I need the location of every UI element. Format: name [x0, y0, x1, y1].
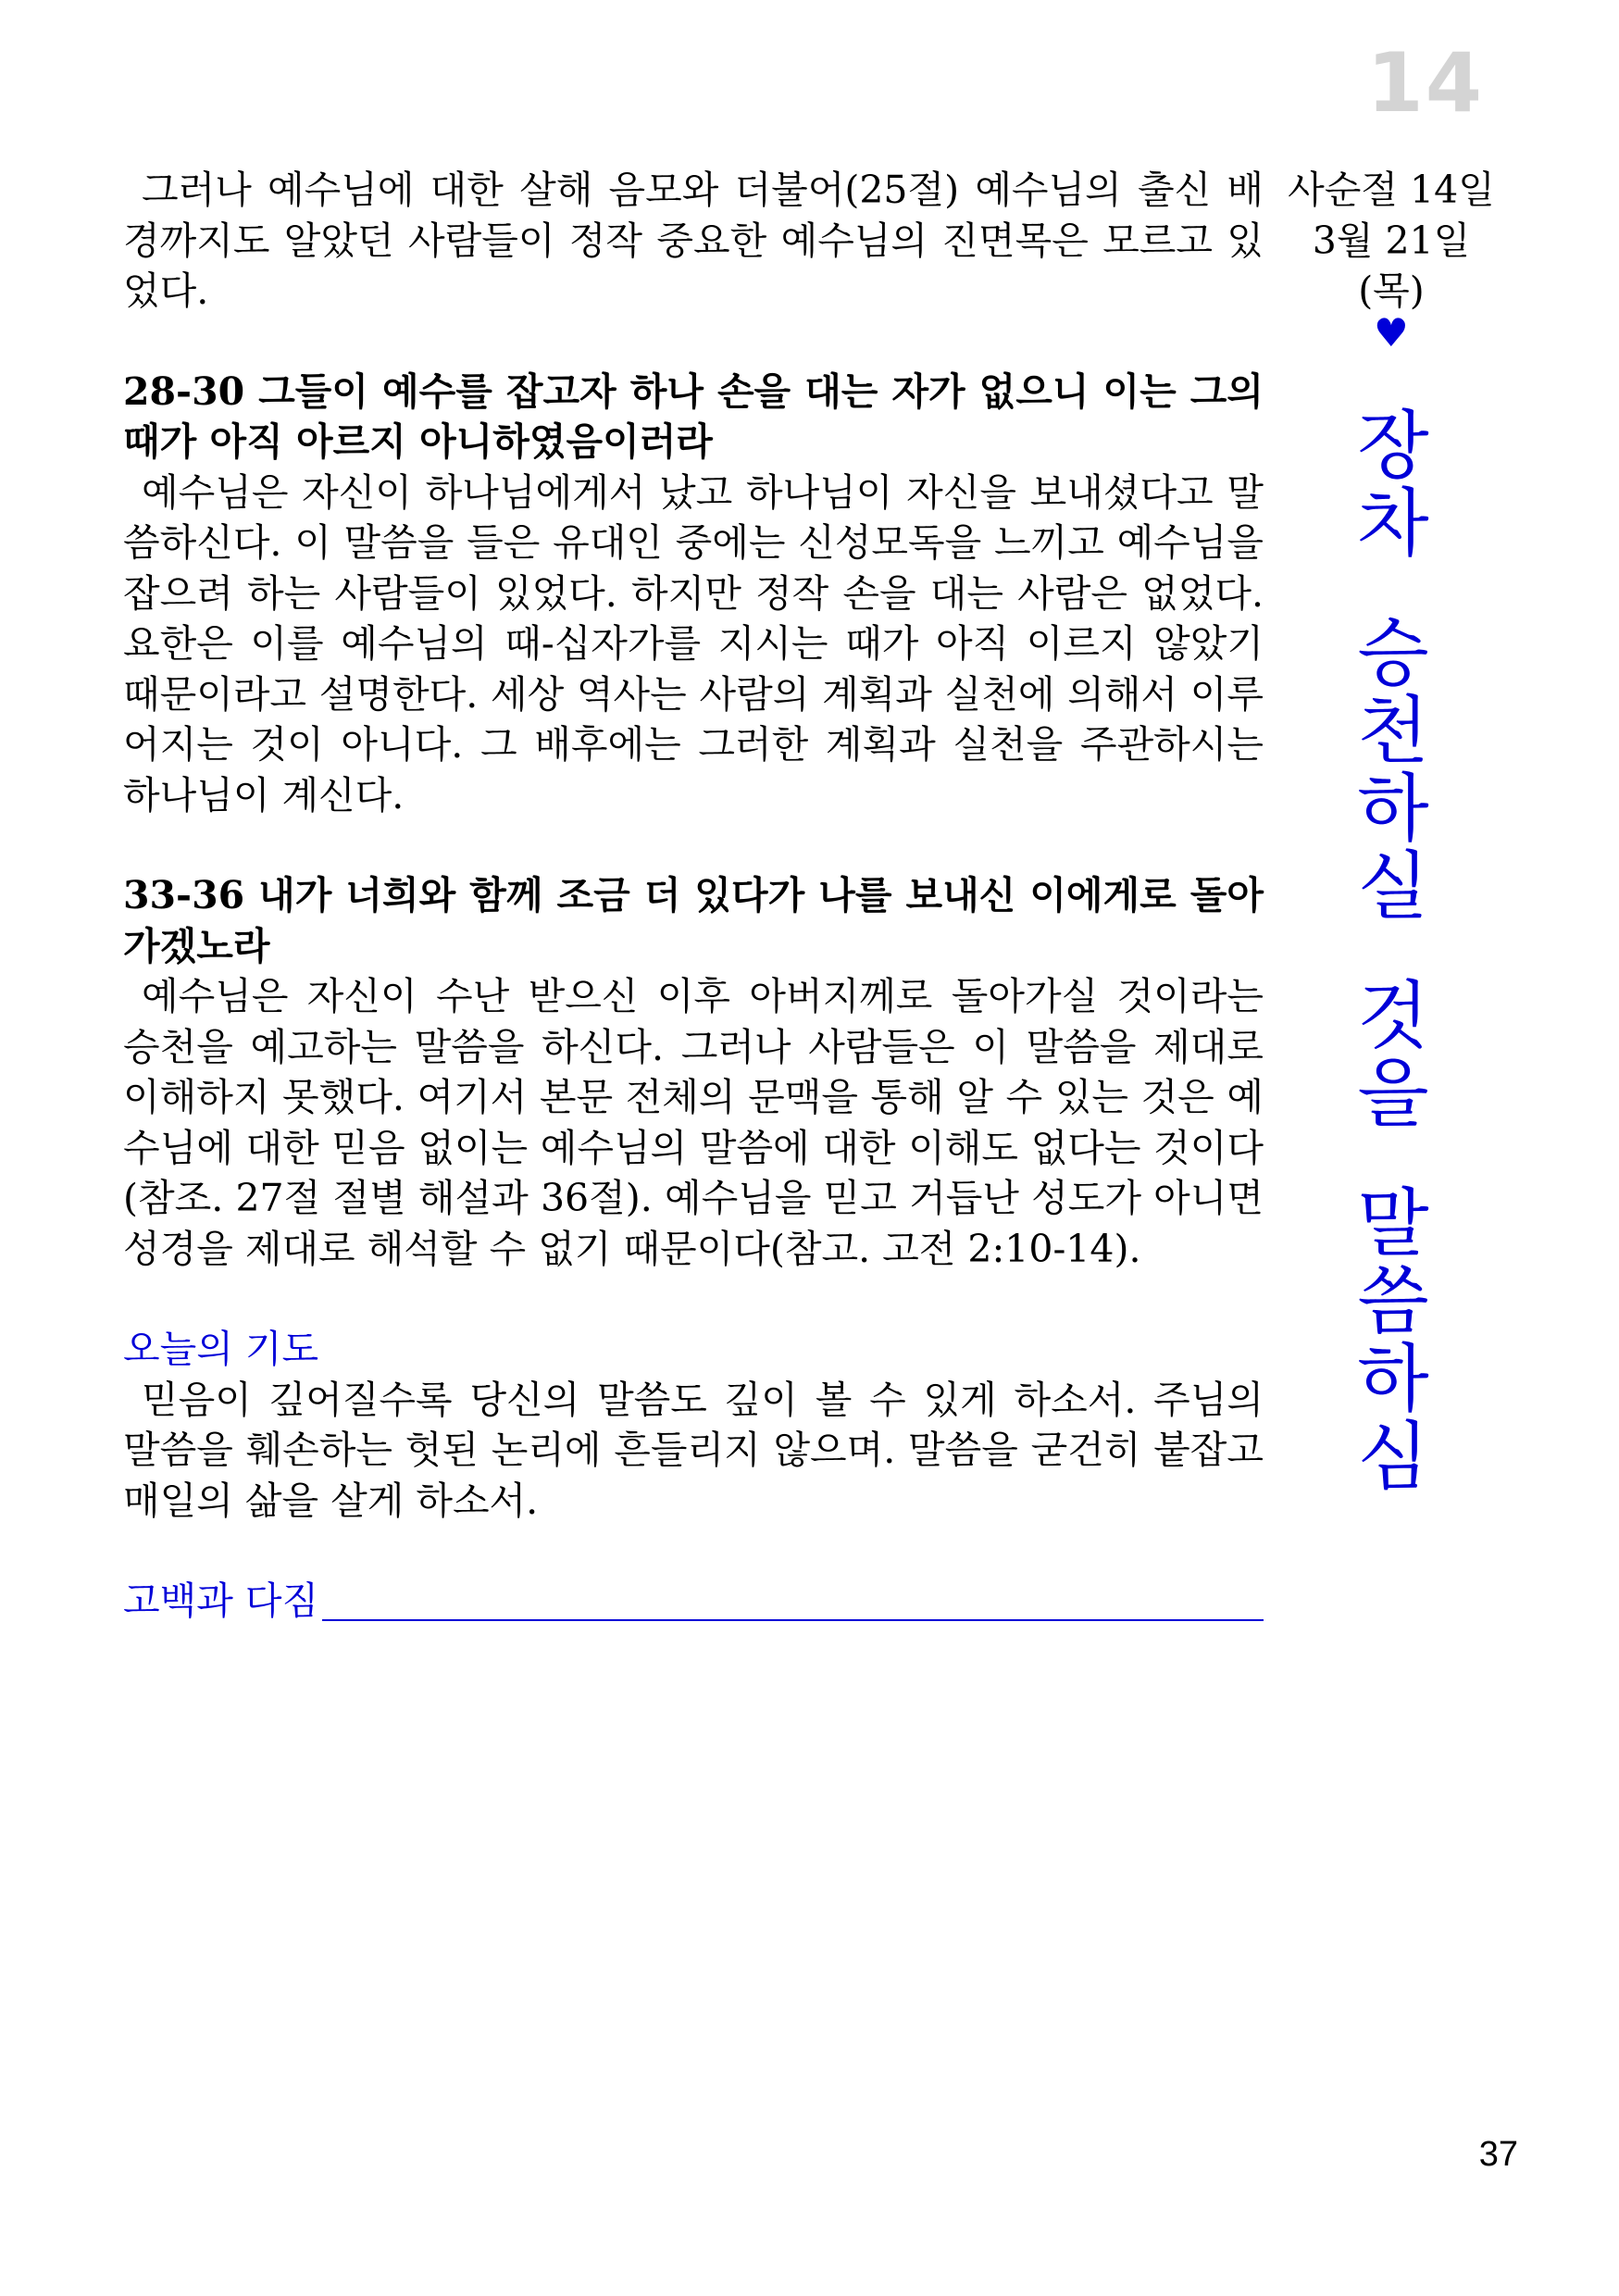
title-char: 하: [1357, 766, 1429, 852]
date-block: [1280, 165, 1502, 317]
title-space: [1333, 926, 1453, 978]
prayer-text: 믿음이 깊어질수록 당신의 말씀도 깊이 볼 수 있게 하소서. 주님의 말씀을 훼손하는 헛된 논리에 흔들리지 않으며. 말씀을 굳건히 붙잡고 매일의 삶을 살게 하소서.: [123, 1377, 1264, 1523]
title-char: 장: [1357, 403, 1429, 489]
spacer: [123, 1274, 1264, 1324]
intro-paragraph: 그러나 예수님에 대한 살해 음모와 더불어(25절) 예수님의 출신 배경까지도 알았던 사람들이 정작 중요한 예수님의 진면목은 모르고 있었다.: [123, 168, 1264, 313]
spacer: [123, 820, 1264, 870]
main-column: [123, 165, 1264, 1627]
section-text-28-30: 예수님은 자신이 하나님에게서 났고 하나님이 자신을 보내셨다고 말씀하신다. 이 말씀을 들은 유대인 중에는 신성모독을 느끼고 예수님을 잡으려 하는 사람들이 있었다. 하지만 정작 손을 대는 사람은 없었다. 요한은 이를 예수님의 때-십자가를 지시는 때가 아직 이르지 않았기 때문이라고 설명한다. 세상 역사는 사람의 계획과 실천에 의해서 이루어지는 것이 아니다. 그 배후에는 그러한 계획과 실천을 주관하시는 하나님이 계신다.: [123, 469, 1264, 817]
title-char: 승: [1357, 610, 1429, 696]
title-char: 실: [1357, 843, 1429, 930]
page-number: 37: [1478, 2135, 1518, 2174]
section-text-33-36: 예수님은 자신이 수난 받으신 이후 아버지께로 돌아가실 것이라는 승천을 예고하는 말씀을 하신다. 그러나 사람들은 이 말씀을 제대로 이해하지 못했다. 여기서 본문 전체의 문맥을 통해 알 수 있는 것은 예수님에 대한 믿음 없이는 예수님의 말씀에 대한 이해도 없다는 것이다(참조. 27절 절별 해설과 36절). 예수님을 믿고 거듭난 성도가 아니면 성경을 제대로 해석할 수 없기 때문이다(참고. 고전 2:10-14).: [123, 974, 1264, 1271]
title-char: 하: [1357, 1336, 1429, 1422]
confession-label: 고백과 다짐: [123, 1578, 319, 1623]
title-char: 심: [1357, 1414, 1429, 1500]
section-heading-28-30: 28-30 그들이 예수를 잡고자 하나 손을 대는 자가 없으니 이는 그의 때가 아직 아르지 아니하였음이러라: [123, 368, 1264, 464]
season-label: 사순절 14일: [1288, 168, 1495, 212]
title-char: 것: [1357, 973, 1429, 1059]
confession-row: [123, 1576, 1264, 1627]
date-label: 3월 21일(목): [1312, 218, 1471, 313]
title-char: 차: [1357, 480, 1429, 567]
spacer: [123, 1526, 1264, 1576]
section-heading-33-36: 33-36 내가 너희와 함께 조금 더 있다가 나를 보내신 이에게로 돌아가겠노라: [123, 873, 1264, 968]
heart-icon: ♥: [1374, 310, 1409, 356]
vertical-title: [1333, 403, 1453, 1500]
confession-line[interactable]: [322, 1619, 1264, 1621]
chapter-number: 14: [1366, 35, 1484, 131]
title-char: 을: [1357, 1051, 1429, 1137]
prayer-label: 오늘의 기도: [123, 1327, 319, 1371]
title-space: [1333, 563, 1453, 615]
title-space: [1333, 1133, 1453, 1185]
title-char: 천: [1357, 688, 1429, 774]
spacer: [123, 317, 1264, 367]
title-char: 씀: [1357, 1258, 1429, 1344]
title-char: 말: [1357, 1180, 1429, 1267]
